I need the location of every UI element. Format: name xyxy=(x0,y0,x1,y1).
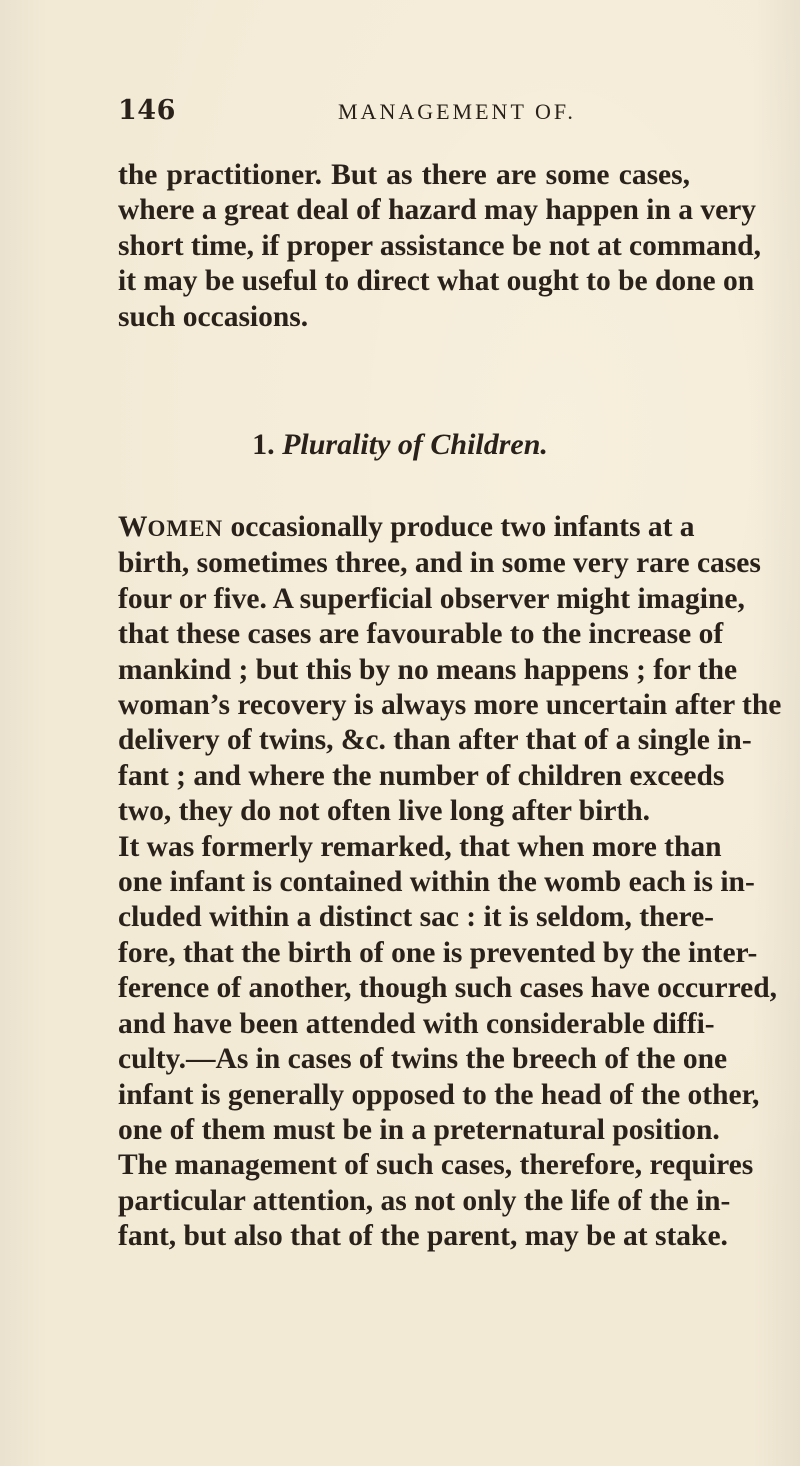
text-line: that these cases are favourable to the increase of xyxy=(118,618,724,651)
text-line: culty.—As in cases of twins the breech of the one xyxy=(118,1043,728,1076)
body-paragraphs xyxy=(118,510,782,1255)
text-line: birth, sometimes three, and in some very rare cases xyxy=(118,547,761,580)
page-number: 146 xyxy=(118,95,176,126)
section-heading xyxy=(0,428,800,462)
text-line: cluded within a distinct sac : it is seldom, there- xyxy=(118,901,715,934)
text-line: fore, that the birth of one is prevented by the inter- xyxy=(118,936,758,969)
text-line: It was formerly remarked, that when more than xyxy=(118,830,722,863)
text-line: and have been attended with considerable diffi- xyxy=(118,1007,715,1040)
section-title: Plurality of Children. xyxy=(282,428,548,461)
running-head: MANAGEMENT OF. xyxy=(338,99,576,124)
text-line: four or five. A superficial observer might imagine, xyxy=(118,582,745,615)
small-caps-word: OMEN xyxy=(147,516,224,541)
text-line: ference of another, though such cases have occurred, xyxy=(118,972,778,1005)
text-line: two, they do not often live long after birth. xyxy=(118,795,651,828)
text-line: it may be useful to direct what ought to be done on xyxy=(118,265,755,298)
text-line: delivery of twins, &c. than after that of a single in- xyxy=(118,724,752,757)
text-line: The management of such cases, therefore, requires xyxy=(118,1149,754,1182)
text-line: the practitioner. But as there are some cases, xyxy=(118,159,690,191)
text-line: infant is generally opposed to the head of the other, xyxy=(118,1078,760,1111)
text-line: one of them must be in a preternatural position. xyxy=(118,1113,720,1146)
text-line: such occasions. xyxy=(118,300,309,333)
section-number: 1. xyxy=(252,428,275,461)
page-header xyxy=(118,95,678,135)
text-line xyxy=(118,510,695,546)
text-line: one infant is contained within the womb each is in- xyxy=(118,866,755,899)
first-line-text: occasionally produce two infants at a xyxy=(223,511,695,543)
text-line: short time, if proper assistance be not at command, xyxy=(118,229,761,262)
text-line: fant ; and where the number of children exceeds xyxy=(118,759,725,792)
text-line: particular attention, as not only the life of the in- xyxy=(118,1184,731,1217)
text-line: mankind ; but this by no means happens ; for the xyxy=(118,653,738,686)
drop-initial: W xyxy=(118,511,148,543)
text-line: where a great deal of hazard may happen in a very xyxy=(118,194,757,227)
text-line: woman’s recovery is always more uncertain after the xyxy=(118,689,782,722)
text-line: fant, but also that of the parent, may be at stake. xyxy=(118,1220,728,1253)
intro-paragraph xyxy=(118,158,761,335)
